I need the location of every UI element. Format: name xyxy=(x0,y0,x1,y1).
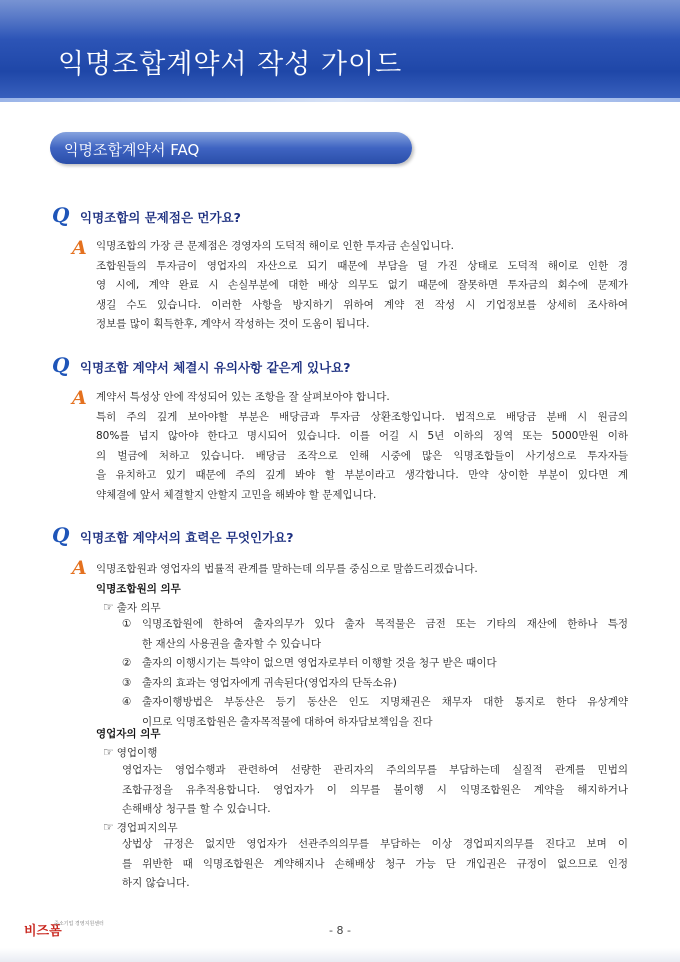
list-item xyxy=(122,693,628,732)
operator-duty-body-2 xyxy=(122,835,628,894)
member-duty-subheading xyxy=(103,600,161,615)
question-icon: Q xyxy=(52,523,70,547)
answer-icon: A xyxy=(72,557,87,579)
footer-band xyxy=(0,948,680,962)
answer-line: 80%를 넘지 않아야 한다고 명시되어 있습니다. 이를 어길 시 5년 이하의 징역 또는 5000만원 이하 xyxy=(96,430,628,442)
body-line: 하지 않습니다. xyxy=(122,877,190,889)
question-text: 익명조합 계약서의 효력은 무엇인가요? xyxy=(80,530,294,545)
question-text: 익명조합 계약서 체결시 유의사항 같은게 있나요? xyxy=(80,360,351,375)
operator-duty-body-1 xyxy=(122,761,628,820)
header-divider xyxy=(0,98,680,102)
answer-line: 의 벌금에 처하고 있습니다. 배당금 조작으로 인해 시중에 많은 익명조합들이 사기성으로 투자자들 xyxy=(96,449,628,462)
list-item xyxy=(122,615,628,654)
list-line: 이므로 익명조합원은 출자목적물에 대하여 하자담보책임을 진다 xyxy=(142,715,433,728)
pointing-hand-icon: ☞ xyxy=(103,820,114,834)
header-gloss xyxy=(0,0,680,40)
list-number: ③ xyxy=(122,676,132,689)
body-line: 조합규정을 유추적용합니다. 영업자가 이 의무를 불이행 시 익명조합원은 계약을 해지하거나 xyxy=(122,783,628,796)
answer-line: 특히 주의 깊게 보아야할 부분은 배당금과 투자금 상환조항입니다. 법적으로 배당금 분배 시 원금의 xyxy=(96,410,628,423)
list-number: ② xyxy=(122,657,132,669)
list-number: ④ xyxy=(122,696,132,708)
question-icon: Q xyxy=(52,203,70,227)
question-icon: Q xyxy=(52,353,70,377)
subheading-text: 출자 의무 xyxy=(116,602,161,614)
operator-duty-subheading-2 xyxy=(103,820,178,835)
faq-answer-3-intro xyxy=(96,560,628,580)
page-number: - 8 - xyxy=(329,924,351,937)
answer-icon: A xyxy=(72,237,87,259)
page-title: 익명조합계약서 작성 가이드 xyxy=(58,49,403,80)
pointing-hand-icon: ☞ xyxy=(103,600,114,614)
body-line: 손해배상 청구를 할 수 있습니다. xyxy=(122,803,271,815)
answer-line: 영 시에, 계약 완료 시 손실부분에 대한 배상 의무도 없기 때문에 잘못하면 투자금의 회수에 문제가 xyxy=(96,279,628,291)
pointing-hand-icon: ☞ xyxy=(103,745,114,759)
list-number: ① xyxy=(122,618,132,630)
answer-line: 생길 수도 있습니다. 이러한 사항을 방지하기 위하여 계약 전 작성 시 기업정보를 상세히 조사하여 xyxy=(96,298,628,311)
body-line: 를 위반한 때 익명조합원은 계약해지나 손해배상 청구 가능 단 개입권은 규정이 없으므로 인정 xyxy=(122,857,628,870)
operator-duty-heading: 영업자의 의무 xyxy=(96,728,161,740)
body-line: 상법상 규정은 없지만 영업자가 선관주의의무를 부담하는 이상 경업피지의무를 진다고 보며 이 xyxy=(122,838,628,850)
answer-icon: A xyxy=(72,387,87,409)
answer-line: 조합원들의 투자금이 영업자의 자산으로 되기 때문에 부담을 덜 가진 상태로 도덕적 해이로 인한 경 xyxy=(96,259,628,272)
operator-duty-subheading-1 xyxy=(103,745,157,760)
subheading-text: 영업이행 xyxy=(116,747,158,759)
list-line: 한 재산의 사용권을 출자할 수 있습니다 xyxy=(142,637,321,650)
logo-tagline: 중소기업 경영지원센터 xyxy=(54,921,104,927)
answer-line: 익명조합원과 영업자의 법률적 관계를 말하는데 의무를 중심으로 말씀드리겠습니다. xyxy=(96,563,478,575)
list-item xyxy=(122,654,628,674)
logo-text: 비즈폼 xyxy=(24,924,62,939)
body-line: 영업자는 영업수행과 관련하여 선량한 관리자의 주의의무를 부담하는데 실질적 관계를 민법의 xyxy=(122,764,628,776)
answer-line: 정보를 많이 획득한후, 계약서 작성하는 것이 도움이 됩니다. xyxy=(96,318,370,330)
subheading-text: 경업피지의무 xyxy=(116,822,178,834)
list-line: 출자이행방법은 부동산은 등기 동산은 인도 지명채권은 채무자 대한 통지로 한다 유상계약 xyxy=(142,696,628,708)
faq-answer-1 xyxy=(96,237,628,335)
question-text: 익명조합의 문제점은 먼가요? xyxy=(80,210,241,225)
faq-answer-2 xyxy=(96,388,628,505)
answer-line: 계약서 특성상 안에 작성되어 있는 조항을 잘 살펴보아야 합니다. xyxy=(96,391,390,403)
section-title-pill xyxy=(50,132,412,164)
list-line: 출자의 효과는 영업자에게 귀속된다(영업자의 단독소유) xyxy=(142,676,397,689)
list-item xyxy=(122,674,628,694)
answer-line: 을 유치하고 있기 때문에 주의 깊게 봐야 할 부분이라고 생각합니다. 만약 상이한 부분이 있다면 계 xyxy=(96,469,628,481)
list-line: 출자의 이행시기는 특약이 없으면 영업자로부터 이행할 것을 청구 받은 때이다 xyxy=(142,657,497,669)
member-duty-list xyxy=(122,615,628,732)
answer-line: 익명조합의 가장 큰 문제점은 경영자의 도덕적 해이로 인한 투자금 손실입니다. xyxy=(96,240,454,252)
answer-line: 약체결에 앞서 체결할지 안할지 고민을 해봐야 할 문제입니다. xyxy=(96,488,377,501)
member-duty-heading: 익명조합원의 의무 xyxy=(96,583,181,595)
section-title: 익명조합계약서 FAQ xyxy=(64,141,200,159)
list-line: 익명조합원에 한하여 출자의무가 있다 출자 목적물은 금전 또는 기타의 재산에 한하나 특정 xyxy=(142,618,628,630)
header-banner xyxy=(0,0,680,102)
